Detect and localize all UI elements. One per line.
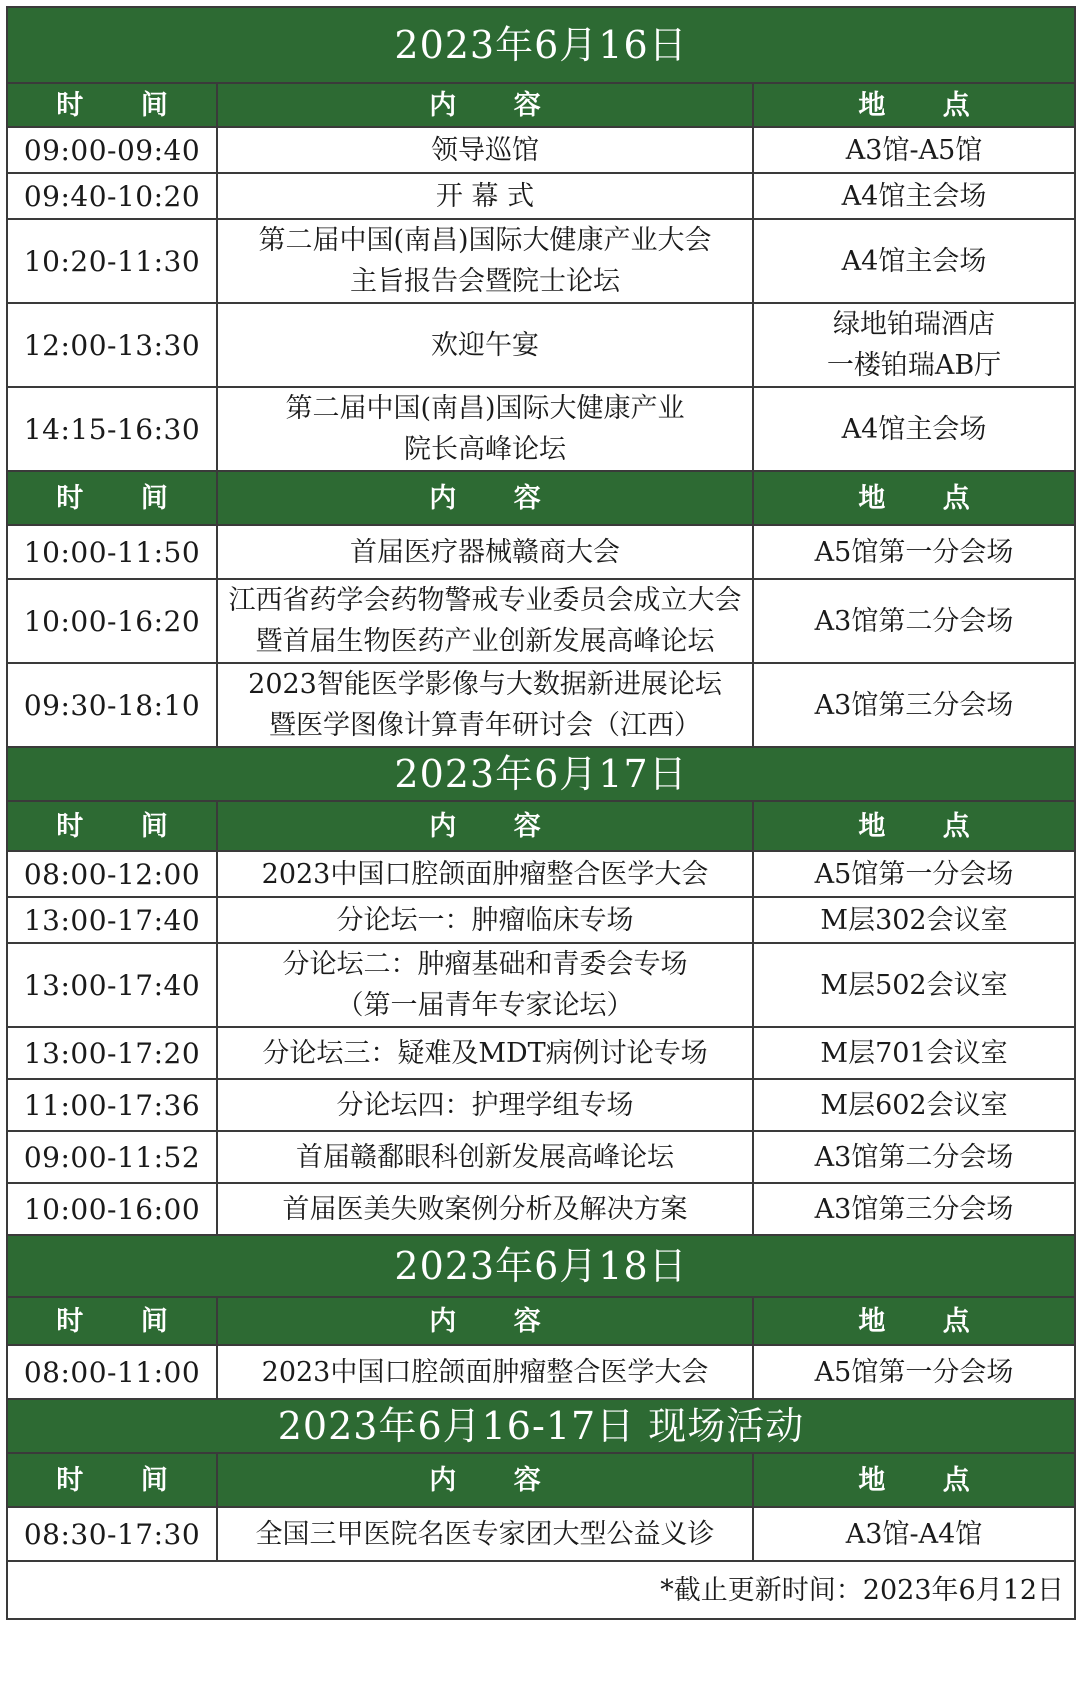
schedule-row bbox=[7, 851, 1075, 897]
location-cell: M层602会议室 bbox=[753, 1079, 1075, 1131]
date-header-row bbox=[7, 7, 1075, 83]
location-cell: A4馆主会场 bbox=[753, 219, 1075, 303]
time-column-header: 时 间 bbox=[7, 801, 217, 851]
time-cell: 08:30-17:30 bbox=[7, 1507, 217, 1561]
location-cell: A3馆第二分会场 bbox=[753, 1131, 1075, 1183]
schedule-row bbox=[7, 303, 1075, 387]
content-cell: 分论坛三：疑难及MDT病例讨论专场 bbox=[217, 1027, 753, 1079]
content-column-header: 内 容 bbox=[217, 83, 753, 127]
schedule-row bbox=[7, 387, 1075, 471]
time-cell: 10:20-11:30 bbox=[7, 219, 217, 303]
location-cell: A3馆第二分会场 bbox=[753, 579, 1075, 663]
location-column-header: 地 点 bbox=[753, 471, 1075, 525]
content-cell: 全国三甲医院名医专家团大型公益义诊 bbox=[217, 1507, 753, 1561]
time-cell: 09:00-09:40 bbox=[7, 127, 217, 173]
time-cell: 10:00-16:00 bbox=[7, 1183, 217, 1235]
time-column-header: 时 间 bbox=[7, 83, 217, 127]
location-cell: 绿地铂瑞酒店 一楼铂瑞AB厅 bbox=[753, 303, 1075, 387]
time-column-header: 时 间 bbox=[7, 471, 217, 525]
content-cell: 分论坛二：肿瘤基础和青委会专场 （第一届青年专家论坛） bbox=[217, 943, 753, 1027]
time-cell: 12:00-13:30 bbox=[7, 303, 217, 387]
location-column-header: 地 点 bbox=[753, 1297, 1075, 1345]
date-heading: 2023年6月16-17日 现场活动 bbox=[7, 1399, 1075, 1453]
time-cell: 09:40-10:20 bbox=[7, 173, 217, 219]
time-cell: 08:00-11:00 bbox=[7, 1345, 217, 1399]
schedule-row bbox=[7, 1507, 1075, 1561]
date-header-row bbox=[7, 1235, 1075, 1297]
schedule-row bbox=[7, 525, 1075, 579]
content-column-header: 内 容 bbox=[217, 1453, 753, 1507]
time-cell: 11:00-17:36 bbox=[7, 1079, 217, 1131]
date-header-row bbox=[7, 747, 1075, 801]
date-heading: 2023年6月16日 bbox=[7, 7, 1075, 83]
content-cell: 分论坛四：护理学组专场 bbox=[217, 1079, 753, 1131]
schedule-row bbox=[7, 1131, 1075, 1183]
column-header-row bbox=[7, 801, 1075, 851]
content-cell: 分论坛一：肿瘤临床专场 bbox=[217, 897, 753, 943]
location-column-header: 地 点 bbox=[753, 1453, 1075, 1507]
time-cell: 09:00-11:52 bbox=[7, 1131, 217, 1183]
time-cell: 10:00-16:20 bbox=[7, 579, 217, 663]
location-cell: M层701会议室 bbox=[753, 1027, 1075, 1079]
update-footnote: *截止更新时间：2023年6月12日 bbox=[7, 1561, 1075, 1619]
time-cell: 14:15-16:30 bbox=[7, 387, 217, 471]
column-header-row bbox=[7, 471, 1075, 525]
location-cell: A4馆主会场 bbox=[753, 387, 1075, 471]
schedule-row bbox=[7, 219, 1075, 303]
footnote-row bbox=[7, 1561, 1075, 1619]
time-cell: 13:00-17:40 bbox=[7, 897, 217, 943]
content-cell: 第二届中国(南昌)国际大健康产业大会 主旨报告会暨院士论坛 bbox=[217, 219, 753, 303]
content-cell: 2023智能医学影像与大数据新进展论坛 暨医学图像计算青年研讨会（江西） bbox=[217, 663, 753, 747]
location-cell: A3馆-A4馆 bbox=[753, 1507, 1075, 1561]
schedule-row bbox=[7, 663, 1075, 747]
content-cell: 第二届中国(南昌)国际大健康产业 院长高峰论坛 bbox=[217, 387, 753, 471]
location-cell: A5馆第一分会场 bbox=[753, 1345, 1075, 1399]
schedule-row bbox=[7, 1345, 1075, 1399]
content-cell: 开 幕 式 bbox=[217, 173, 753, 219]
date-header-row bbox=[7, 1399, 1075, 1453]
time-column-header: 时 间 bbox=[7, 1297, 217, 1345]
location-cell: A4馆主会场 bbox=[753, 173, 1075, 219]
location-cell: M层302会议室 bbox=[753, 897, 1075, 943]
schedule-row bbox=[7, 173, 1075, 219]
content-cell: 江西省药学会药物警戒专业委员会成立大会 暨首届生物医药产业创新发展高峰论坛 bbox=[217, 579, 753, 663]
content-cell: 首届医美失败案例分析及解决方案 bbox=[217, 1183, 753, 1235]
schedule-row bbox=[7, 1027, 1075, 1079]
schedule-row bbox=[7, 579, 1075, 663]
time-cell: 13:00-17:40 bbox=[7, 943, 217, 1027]
time-cell: 09:30-18:10 bbox=[7, 663, 217, 747]
schedule-row bbox=[7, 897, 1075, 943]
content-cell: 领导巡馆 bbox=[217, 127, 753, 173]
schedule-table bbox=[6, 6, 1076, 1620]
time-cell: 10:00-11:50 bbox=[7, 525, 217, 579]
schedule-row bbox=[7, 1079, 1075, 1131]
date-heading: 2023年6月18日 bbox=[7, 1235, 1075, 1297]
location-cell: A3馆-A5馆 bbox=[753, 127, 1075, 173]
location-cell: A5馆第一分会场 bbox=[753, 525, 1075, 579]
content-column-header: 内 容 bbox=[217, 801, 753, 851]
time-cell: 13:00-17:20 bbox=[7, 1027, 217, 1079]
date-heading: 2023年6月17日 bbox=[7, 747, 1075, 801]
content-cell: 2023中国口腔颌面肿瘤整合医学大会 bbox=[217, 1345, 753, 1399]
schedule-body bbox=[7, 7, 1075, 1619]
column-header-row bbox=[7, 83, 1075, 127]
time-cell: 08:00-12:00 bbox=[7, 851, 217, 897]
location-cell: A3馆第三分会场 bbox=[753, 1183, 1075, 1235]
schedule-row bbox=[7, 1183, 1075, 1235]
schedule-row bbox=[7, 127, 1075, 173]
location-column-header: 地 点 bbox=[753, 801, 1075, 851]
content-column-header: 内 容 bbox=[217, 471, 753, 525]
content-cell: 首届赣鄱眼科创新发展高峰论坛 bbox=[217, 1131, 753, 1183]
column-header-row bbox=[7, 1453, 1075, 1507]
location-cell: A3馆第三分会场 bbox=[753, 663, 1075, 747]
column-header-row bbox=[7, 1297, 1075, 1345]
time-column-header: 时 间 bbox=[7, 1453, 217, 1507]
content-column-header: 内 容 bbox=[217, 1297, 753, 1345]
content-cell: 2023中国口腔颌面肿瘤整合医学大会 bbox=[217, 851, 753, 897]
location-column-header: 地 点 bbox=[753, 83, 1075, 127]
location-cell: A5馆第一分会场 bbox=[753, 851, 1075, 897]
schedule-row bbox=[7, 943, 1075, 1027]
location-cell: M层502会议室 bbox=[753, 943, 1075, 1027]
content-cell: 首届医疗器械赣商大会 bbox=[217, 525, 753, 579]
content-cell: 欢迎午宴 bbox=[217, 303, 753, 387]
